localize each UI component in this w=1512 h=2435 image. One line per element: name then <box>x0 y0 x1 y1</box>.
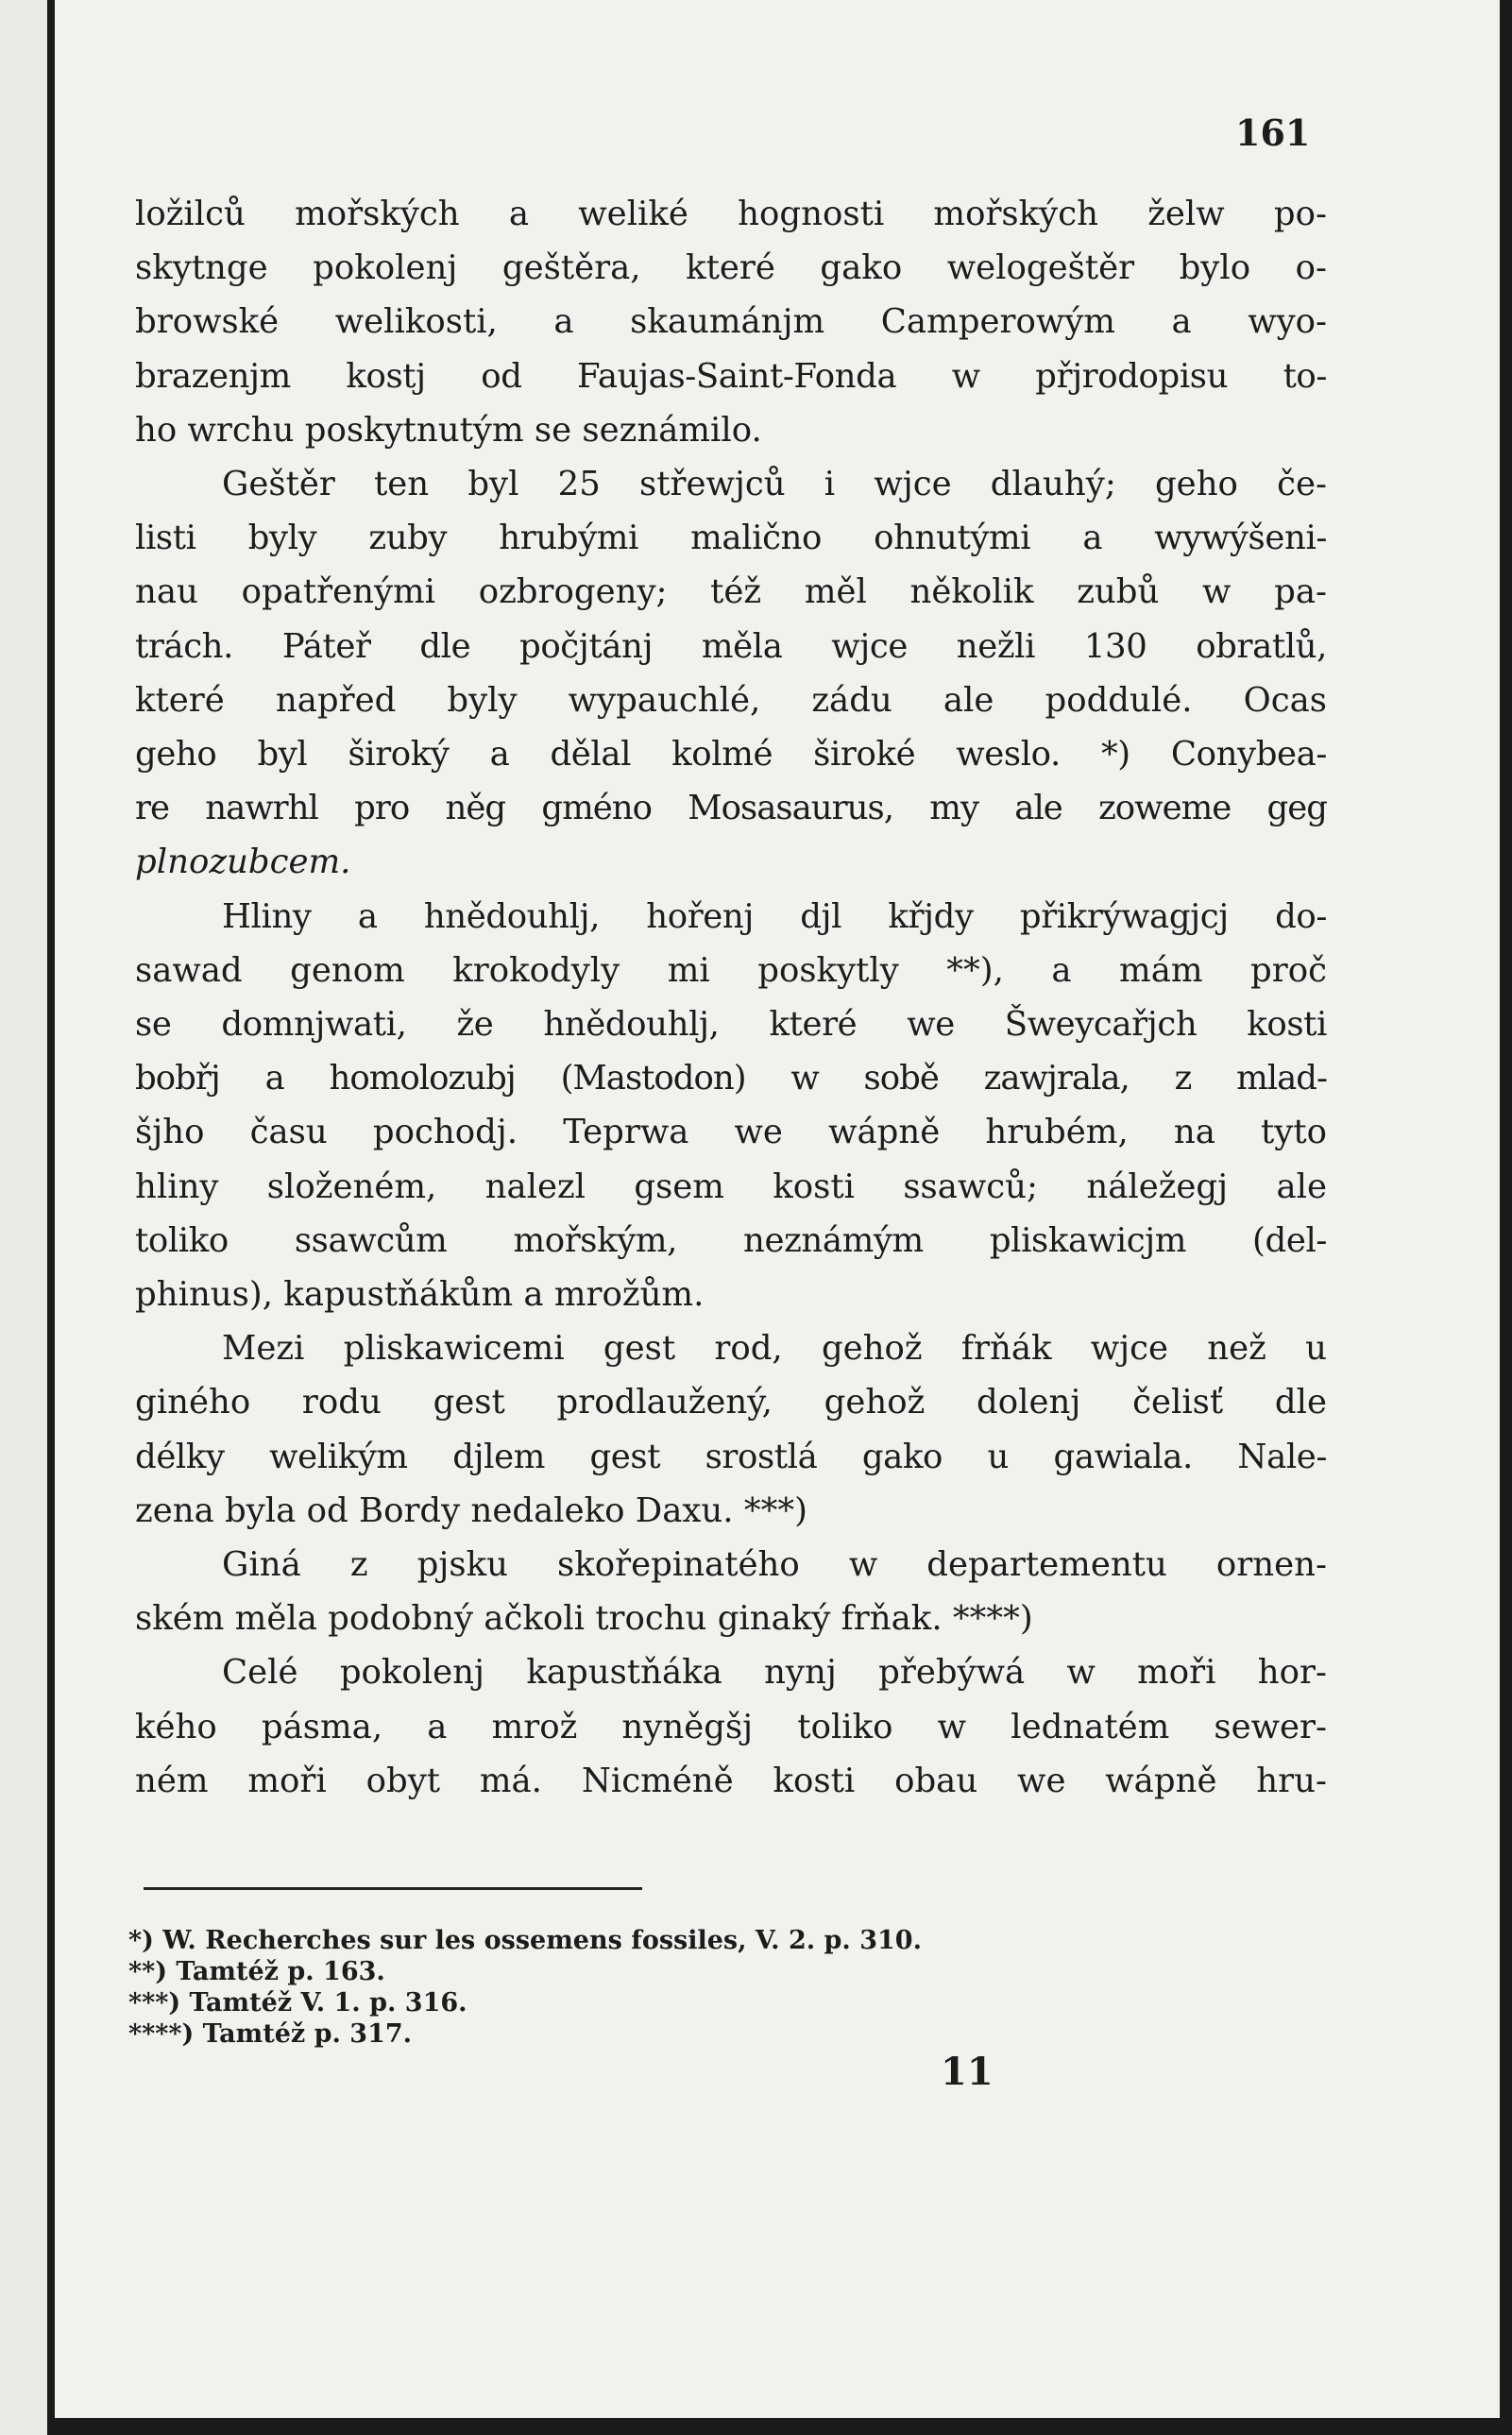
text-line: šjho času pochodj. Teprwa we wápně hrubém, na tyto <box>135 1113 1327 1152</box>
footnotes <box>128 1925 1167 2050</box>
text-line: geho byl široký a dělal kolmé široké weslo. *) Conybea- <box>135 735 1327 775</box>
text-line: Hliny a hnědouhlj, hořenj djl křjdy přikrýwagjcj do- <box>222 896 1327 936</box>
text-line: Celé pokolenj kapustňáka nynj přebýwá w moři hor- <box>222 1653 1327 1693</box>
text-line: ho wrchu poskytnutým se seznámilo. <box>135 410 762 450</box>
text-line: nau opatřenými ozbrogeny; též měl několik zubů w pa- <box>135 572 1327 612</box>
text-line: hliny složeném, nalezl gsem kosti ssawců; náležegj ale <box>135 1166 1327 1206</box>
text-line: browské welikosti, a skaumánjm Camperowým a wyo- <box>135 302 1327 342</box>
text-line: listi byly zuby hrubými malično ohnutými a wywýšeni- <box>135 519 1327 558</box>
text-line: ném moři obyt má. Nicméně kosti obau we wápně hru- <box>135 1761 1327 1800</box>
text-line: Geštěr ten byl 25 střewjců i wjce dlauhý; geho če- <box>222 465 1327 504</box>
text-line: se domnjwati, že hnědouhlj, které we Šweycařjch kosti <box>135 1005 1327 1045</box>
text-line: Giná z pjsku skořepinatého w departementu ornen- <box>222 1545 1327 1585</box>
footnote: *) W. Recherches sur les ossemens fossiles, V. 2. p. 310. <box>128 1926 922 1955</box>
footnote: ***) Tamtéž V. 1. p. 316. <box>128 1988 467 2018</box>
text-line: phinus), kapustňákům a mrožům. <box>135 1275 705 1315</box>
text-line: ložilců mořských a weliké hognosti mořských želw po- <box>135 195 1327 233</box>
footnote: ****) Tamtéž p. 317. <box>128 2019 413 2049</box>
body-text <box>135 187 1327 1808</box>
text-line: brazenjm kostj od Faujas-Saint-Fonda w přjrodopisu to- <box>135 356 1327 396</box>
page-number: 161 <box>1235 111 1311 154</box>
text-line: giného rodu gest prodlaužený, gehož dolenj čelisť dle <box>135 1383 1327 1422</box>
text-line: bobřj a homolozubj (Mastodon) w sobě zawjrala, z mlad- <box>135 1059 1327 1098</box>
text-line: trách. Páteř dle počjtánj měla wjce nežli 130 obratlů, <box>135 626 1327 666</box>
text-line: plnozubcem. <box>135 843 351 882</box>
text-line: ském měla podobný ačkoli trochu ginaký frňak. ****) <box>135 1599 1033 1639</box>
book-page <box>55 0 1500 2418</box>
footnote: **) Tamtéž p. 163. <box>128 1957 385 1986</box>
signature-mark: 11 <box>941 2050 994 2094</box>
text-line: skytnge pokolenj geštěra, které gako welogeštěr bylo o- <box>135 248 1327 288</box>
text-line: které napřed byly wypauchlé, zádu ale poddulé. Ocas <box>135 680 1327 720</box>
text-line: zena byla od Bordy nedaleko Daxu. ***) <box>135 1490 807 1530</box>
footnote-rule <box>144 1887 642 1890</box>
text-line: kého pásma, a mrož nyněgšj toliko w lednatém sewer- <box>135 1707 1327 1746</box>
text-line: sawad genom krokodyly mi poskytly **), a mám proč <box>135 950 1327 990</box>
text-line: Mezi pliskawicemi gest rod, gehož frňák wjce než u <box>222 1329 1327 1369</box>
text-line: re nawrhl pro něg gméno Mosasaurus, my ale zoweme geg <box>135 789 1327 828</box>
text-line: toliko ssawcům mořským, neznámým pliskawicjm (del- <box>135 1220 1327 1260</box>
left-page-edge <box>0 0 47 2435</box>
text-line: délky welikým djlem gest srostlá gako u gawiala. Nale- <box>135 1437 1327 1476</box>
